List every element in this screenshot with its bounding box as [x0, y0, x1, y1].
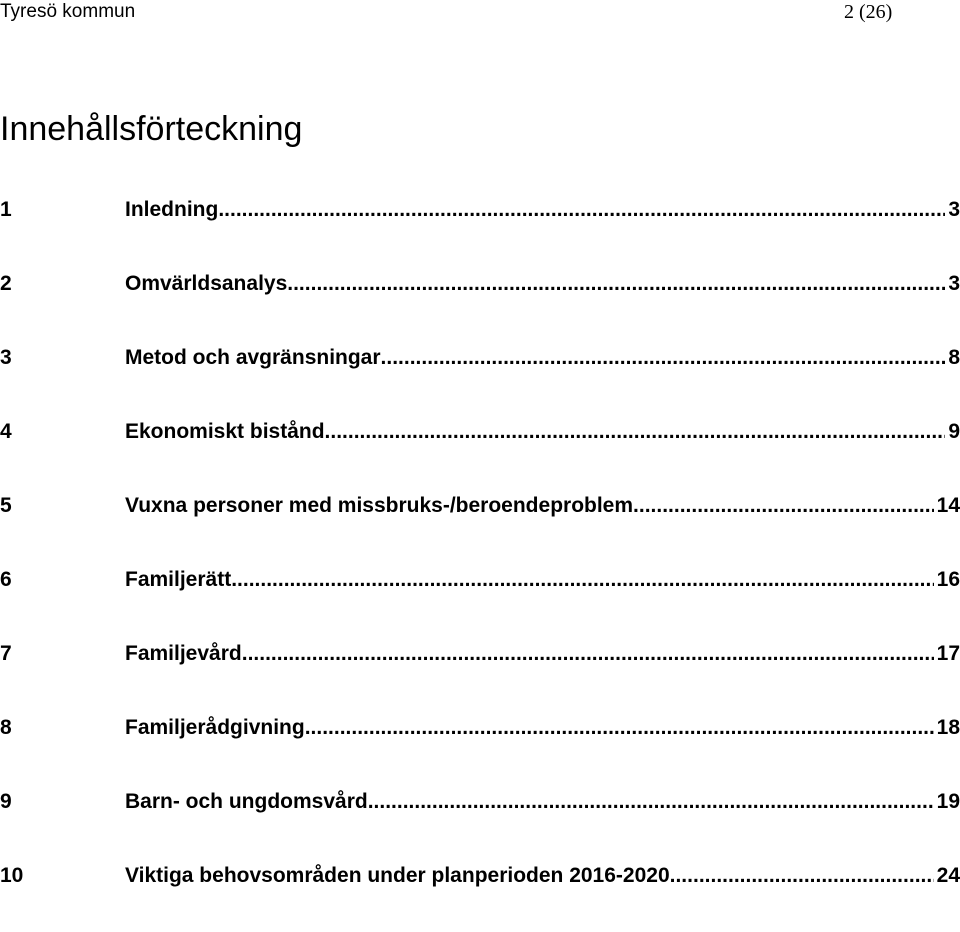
toc-entry-page: 14 — [936, 494, 960, 517]
toc-entry-label: Inledning — [125, 198, 219, 221]
toc-entry-label: Barn- och ungdomsvård — [125, 790, 368, 813]
toc-entry-label: Familjevård — [125, 642, 242, 665]
toc-entry-label: Metod och avgränsningar — [125, 346, 381, 369]
toc-entry-label: Viktiga behovsområden under planperioden 2016-2020 — [125, 864, 670, 887]
toc-entry[interactable] — [0, 562, 960, 636]
toc-entry-page: 24 — [936, 864, 960, 887]
toc-entry[interactable] — [0, 636, 960, 710]
dot-leader — [325, 414, 946, 450]
toc-entry-number: 6 — [0, 568, 12, 591]
toc-entry-number: 2 — [0, 272, 12, 295]
dot-leader — [381, 340, 946, 376]
toc-entry-line — [125, 192, 960, 228]
toc-entry-number: 10 — [0, 864, 24, 887]
toc-entry[interactable] — [0, 192, 960, 266]
toc-entry-number: 7 — [0, 642, 12, 665]
toc-entry-line — [125, 784, 960, 820]
toc-entry[interactable] — [0, 414, 960, 488]
toc-entry-page: 19 — [936, 790, 960, 813]
toc-entry[interactable] — [0, 266, 960, 340]
toc-entry-number: 3 — [0, 346, 12, 369]
toc-entry-page: 17 — [936, 642, 960, 665]
toc-entry-number: 9 — [0, 790, 12, 813]
toc-entry-label: Familjerådgivning — [125, 716, 305, 739]
dot-leader — [633, 488, 934, 524]
toc-entry-page: 3 — [948, 272, 960, 295]
toc-entry-page: 3 — [948, 198, 960, 221]
toc-entry-page: 18 — [936, 716, 960, 739]
table-of-contents — [0, 192, 960, 932]
dot-leader — [242, 636, 934, 672]
toc-entry-number: 1 — [0, 198, 12, 221]
dot-leader — [218, 192, 945, 228]
toc-entry-line — [125, 414, 960, 450]
toc-entry-number: 8 — [0, 716, 12, 739]
organization-name: Tyresö kommun — [0, 1, 136, 22]
toc-entry-label: Vuxna personer med missbruks-/beroendeproblem — [125, 494, 634, 517]
dot-leader — [368, 784, 934, 820]
toc-entry-label: Familjerätt — [125, 568, 232, 591]
page-header — [0, 0, 960, 30]
toc-entry-number: 5 — [0, 494, 12, 517]
toc-entry-line — [125, 340, 960, 376]
toc-entry-line — [125, 636, 960, 672]
toc-entry[interactable] — [0, 710, 960, 784]
toc-entry[interactable] — [0, 340, 960, 414]
toc-entry-page: 8 — [948, 346, 960, 369]
toc-entry[interactable] — [0, 858, 960, 932]
page-number: 2 (26) — [844, 1, 893, 23]
dot-leader — [670, 858, 934, 894]
toc-entry-line — [125, 858, 960, 894]
toc-entry[interactable] — [0, 784, 960, 858]
toc-entry-line — [125, 488, 960, 524]
toc-entry-line — [125, 710, 960, 746]
toc-title: Innehållsförteckning — [0, 110, 303, 148]
toc-entry-page: 9 — [948, 420, 960, 443]
dot-leader — [287, 266, 945, 302]
toc-entry-page: 16 — [936, 568, 960, 591]
toc-entry-line — [125, 562, 960, 598]
toc-entry-label: Ekonomiskt bistånd — [125, 420, 325, 443]
dot-leader — [231, 562, 933, 598]
toc-entry-number: 4 — [0, 420, 12, 443]
toc-entry-label: Omvärldsanalys — [125, 272, 288, 295]
dot-leader — [305, 710, 934, 746]
toc-entry-line — [125, 266, 960, 302]
toc-entry[interactable] — [0, 488, 960, 562]
